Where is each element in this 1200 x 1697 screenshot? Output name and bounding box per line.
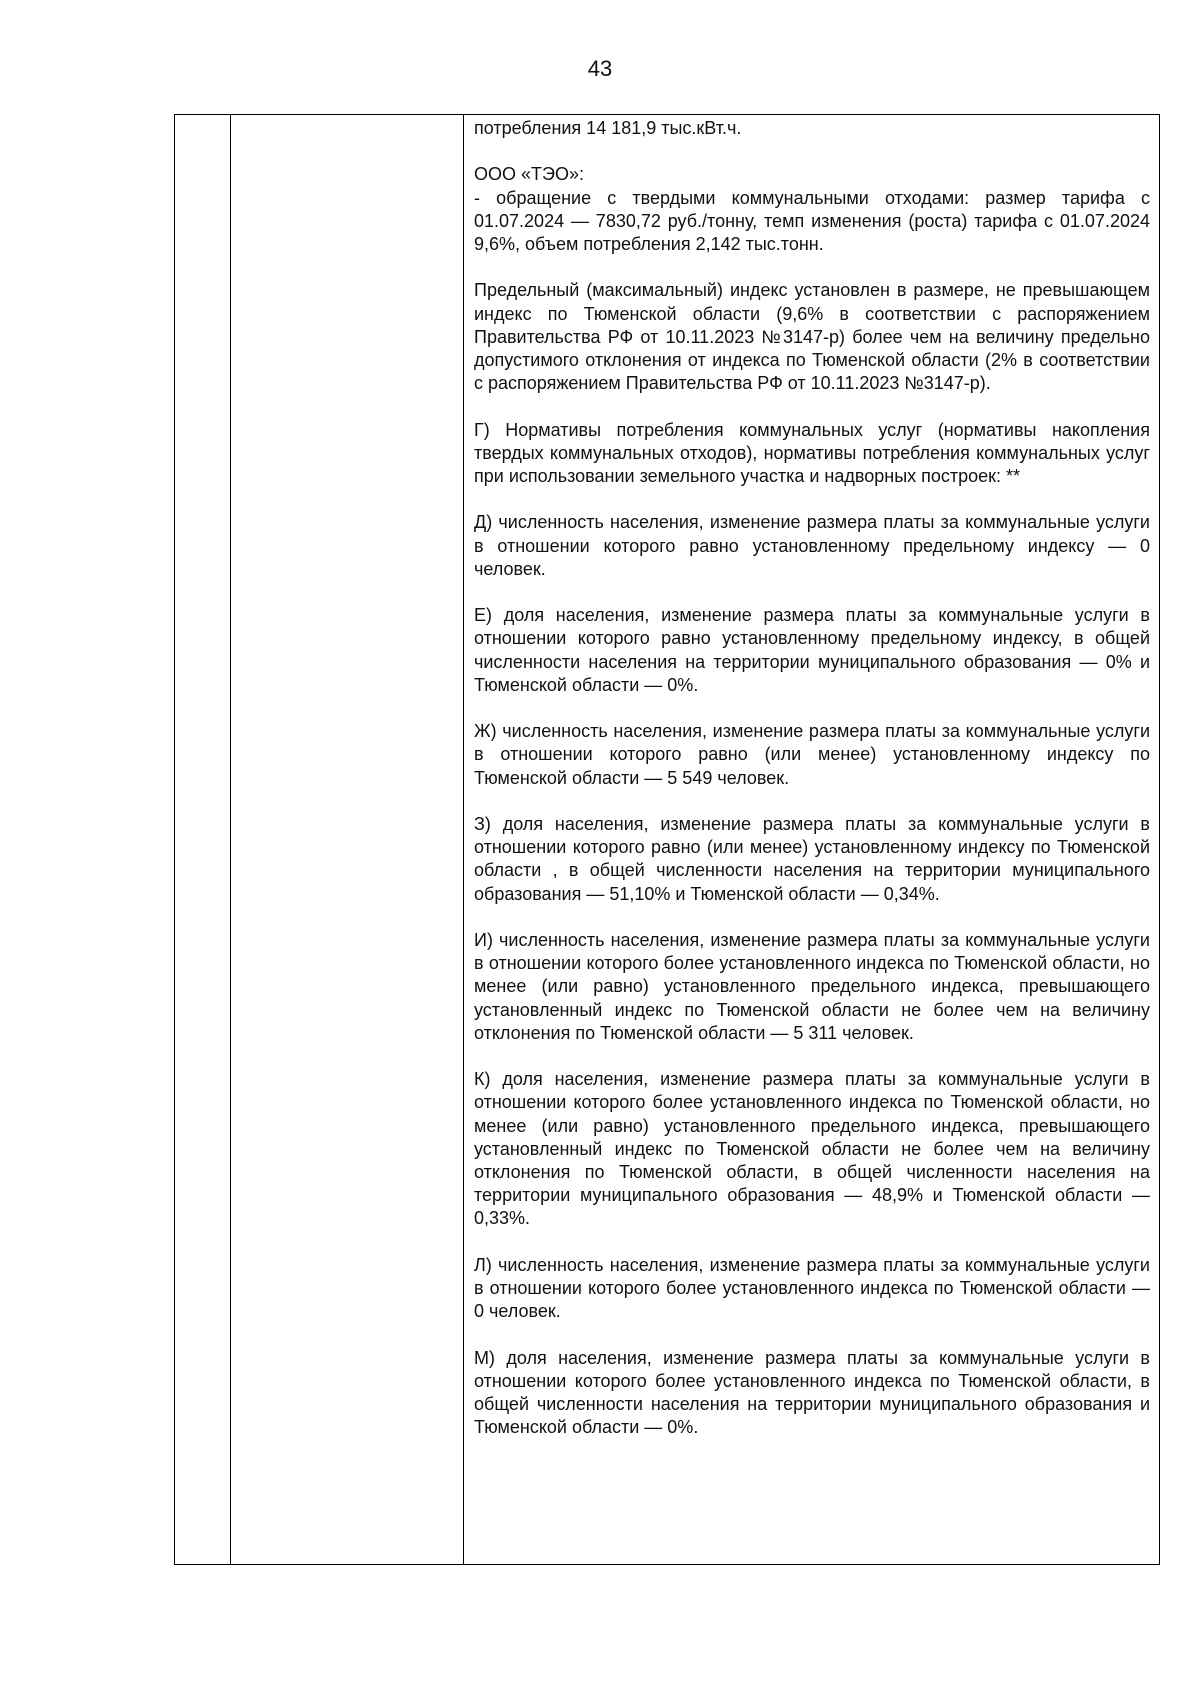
text-line: ООО «ТЭО»:: [474, 164, 584, 185]
paragraph-zh: [474, 720, 1150, 790]
page-number: 43: [587, 56, 613, 81]
text-line: З) доля населения, изменение размера платы за коммунальные услуги в отношении которого равно (или менее) установленному индексу по Тюменской области , в общей численности населения на территории муниципального образования — 51,10% и Тюменской области — 0,34%.: [474, 813, 1150, 904]
paragraph-max-index: [474, 279, 1150, 395]
text-line: К) доля населения, изменение размера платы за коммунальные услуги в отношении которого более установленного индекса по Тюменской области, но менее (или равно) установленного предельного индекса, превышающего установленный индекс по Тюменской области не более чем на величину отклонения по Тюменской области, в общей численности населения на территории муниципального образования — 48,9% и Тюменской области — 0,33%.: [474, 1069, 1150, 1229]
text-line: Г) Нормативы потребления коммунальных услуг (нормативы накопления твердых коммунальных отходов), нормативы потребления коммунальных услуг при использовании земельного участка и надворных построек: **: [474, 419, 1150, 486]
text-line: Д) численность населения, изменение размера платы за коммунальные услуги в отношении которого равно установленному предельному индексу — 0 человек.: [474, 512, 1150, 579]
paragraph-consumption: [474, 117, 1150, 140]
paragraph-i: [474, 929, 1150, 1045]
text-line: Е) доля населения, изменение размера платы за коммунальные услуги в отношении которого равно установленному предельному индексу, в общей численности населения на территории муниципального образования — 0% и Тюменской области — 0%.: [474, 605, 1150, 695]
paragraph-m: [474, 1347, 1150, 1440]
table-cell-empty-2: [231, 115, 464, 1565]
paragraph-k: [474, 1068, 1150, 1230]
paragraph-e: [474, 604, 1150, 697]
table-cell-content: [464, 115, 1160, 1565]
text-line: Л) численность населения, изменение размера платы за коммунальные услуги в отношении которого более установленного индекса по Тюменской области — 0 человек.: [474, 1254, 1150, 1322]
text-line: Предельный (максимальный) индекс установлен в размере, не превышающем индекс по Тюменской области (9,6% в соответствии с распоряжением Правительства РФ от 10.11.2023 №3147-р) более чем на величину предельно допустимого отклонения от индекса по Тюменской области (2% в соответствии с распоряжением Правительства РФ от 10.11.2023 №3147-р).: [474, 280, 1150, 394]
paragraph-l: [474, 1254, 1150, 1324]
text-line: Ж) численность населения, изменение размера платы за коммунальные услуги в отношении которого равно (или менее) установленному индексу по Тюменской области — 5 549 человек.: [474, 721, 1150, 788]
text-line: М) доля населения, изменение размера платы за коммунальные услуги в отношении которого более установленного индекса по Тюменской области, в общей численности населения на территории муниципального образования и Тюменской области — 0%.: [474, 1347, 1150, 1438]
table-row: [175, 115, 1160, 1565]
text-line: - обращение с твердыми коммунальными отходами: размер тарифа с 01.07.2024 — 7830,72 руб./тонну, темп изменения (роста) тарифа с 01.07.2024 9,6%, объем потребления 2,142 тыс.тонн.: [474, 187, 1150, 254]
document-table: [174, 114, 1160, 1565]
paragraph-d: [474, 511, 1150, 581]
paragraph-z: [474, 813, 1150, 906]
text-line: потребления 14 181,9 тыс.кВт.ч.: [474, 118, 742, 138]
text-line: И) численность населения, изменение размера платы за коммунальные услуги в отношении которого более установленного индекса по Тюменской области, но менее (или равно) установленного предельного индекса, превышающего установленный индекс по Тюменской области не более чем на величину отклонения по Тюменской области — 5 311 человек.: [474, 929, 1150, 1043]
table-cell-empty-1: [175, 115, 231, 1565]
paragraph-teo: [474, 163, 1150, 256]
paragraph-g: [474, 419, 1150, 489]
